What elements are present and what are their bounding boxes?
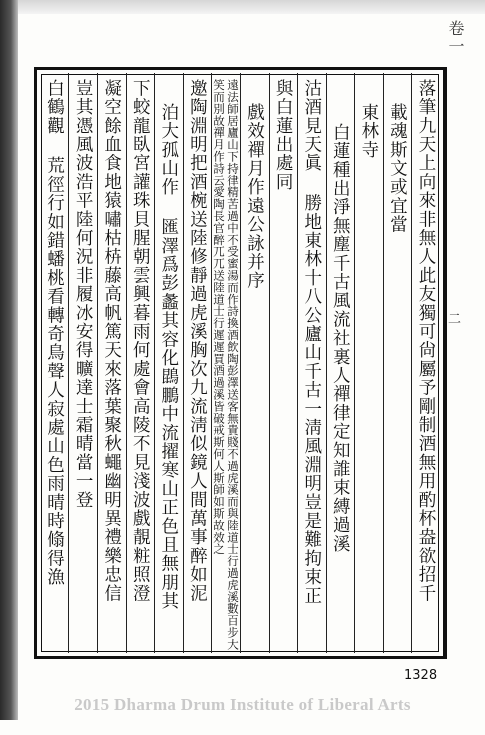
- watermark-text: 2015 Dharma Drum Institute of Liberal Arts: [74, 695, 411, 714]
- text-column: 泊大孤山作 匯澤爲彭蠡其容化鵾鵬中流擢寒山正色且無朋其: [154, 73, 183, 653]
- text-column: 邀陶淵明把酒椀送陸修靜過虎溪胸次九流淸似鏡人間萬事醉如泥: [183, 73, 212, 653]
- book-spine-shadow: [0, 0, 18, 720]
- page-number: 1328: [404, 668, 438, 683]
- text-column: 東林寺: [354, 73, 383, 653]
- text-column: 白蓮種出淨無塵千古風流社裏人禪律定知誰束縛過溪: [326, 73, 355, 653]
- text-column: 與白蓮出處同: [269, 73, 298, 653]
- margin-header: 卷一: [446, 20, 465, 56]
- side-marker: 二: [448, 312, 462, 327]
- text-column: 凝空餘血食地猿嘯枯枿藤高帆篤天來落葉聚秋蠅幽明異禮樂忠信: [97, 73, 126, 653]
- text-columns: [40, 73, 440, 653]
- text-column: 下蛟龍臥宮讙珠貝腥朝雲興暮雨何處會高陵不見淺波戲靚粧照澄: [126, 73, 155, 653]
- side-column: [446, 67, 465, 659]
- header-band: [18, 14, 485, 64]
- top-edge: [18, 0, 485, 14]
- text-column: 白鶴觀 荒徑行如錯蟠桃看轉奇鳥聲人寂處山色雨晴時翛得漁: [44, 79, 65, 587]
- text-column: 豈其憑風波浩平陸何況非履冰安得曠達士霜晴當一登: [68, 73, 97, 653]
- text-column: 落筆九天上向來非無人此友獨可尙屬予剛制酒無用酌杯盎欲招千: [411, 73, 440, 653]
- text-column: 沽酒見天眞 勝地東林十八公廬山千古一淸風淵明豈是難拘束正: [297, 73, 326, 653]
- annotation-column: 遠法師居廬山下持律精苦過中不受蜜湯而作詩換酒飲陶彭澤送客無貴賤不過虎溪而與陸道士行過虎溪數百步大笑而別故禪月作詩云愛陶長官醉兀兀送陸道士行遲遲買酒過溪皆破戒斯何人斯師如斯故效之: [211, 73, 240, 653]
- text-column: 戲效禪月作遠公詠并序: [240, 73, 269, 653]
- text-column: 載魂斯文或宜當: [383, 73, 412, 653]
